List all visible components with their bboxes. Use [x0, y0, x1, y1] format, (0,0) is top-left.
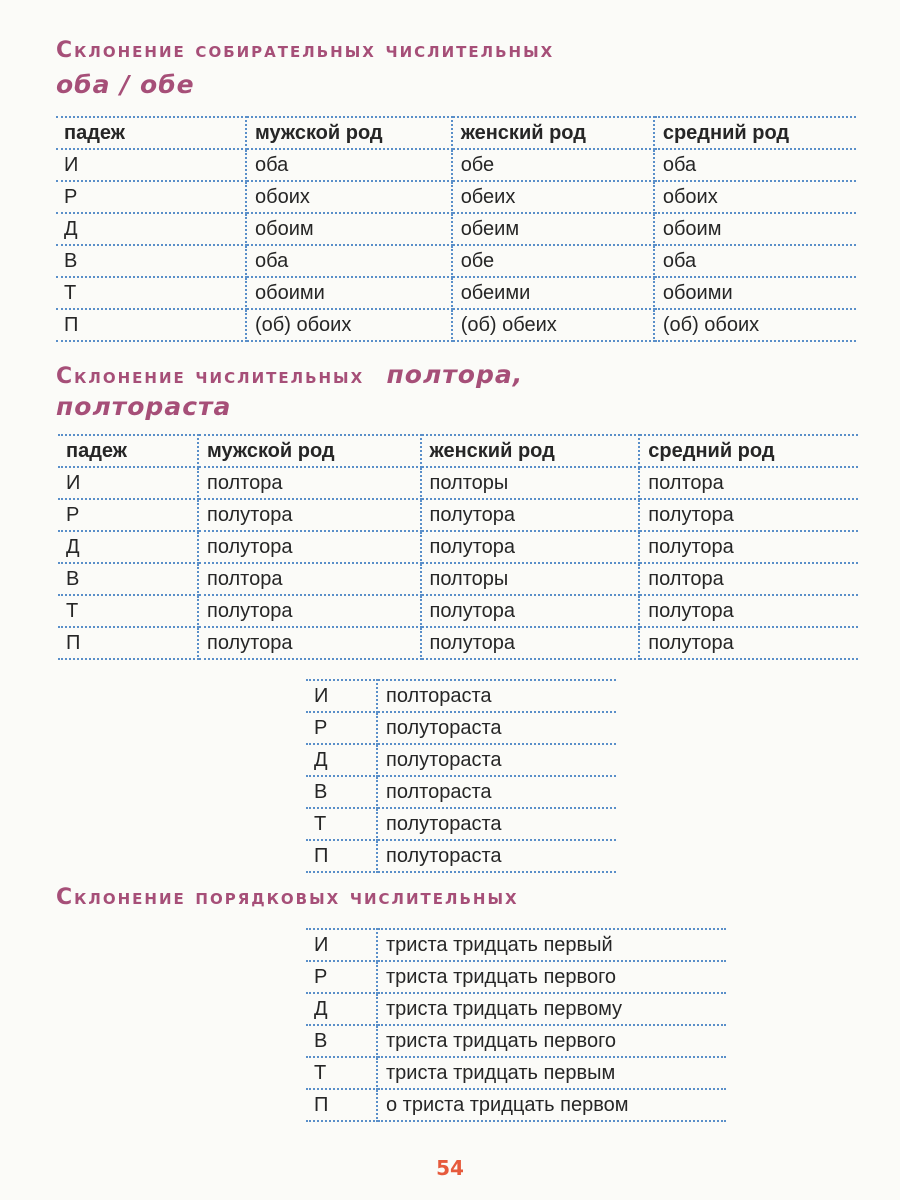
case-cell: П	[306, 1089, 377, 1121]
table-cell: обоими	[654, 277, 856, 309]
table-cell: полутораста	[377, 744, 616, 776]
table-cell: триста тридцать первого	[377, 1025, 726, 1057]
table-cell: полутора	[639, 531, 858, 563]
table-row	[306, 929, 726, 961]
table-cell: обеими	[452, 277, 654, 309]
table-cell: оба	[246, 245, 452, 277]
case-cell: Т	[56, 277, 246, 309]
case-cell: И	[56, 149, 246, 181]
table-cell: (об) обеих	[452, 309, 654, 341]
section-subtitle-poltorasta: полтораста	[56, 392, 232, 421]
table-row	[306, 961, 726, 993]
table-row	[306, 808, 616, 840]
header-cell: средний род	[654, 117, 856, 149]
case-cell: Т	[58, 595, 198, 627]
case-cell: В	[58, 563, 198, 595]
table-row	[56, 213, 856, 245]
table-oba-obe	[56, 116, 856, 342]
case-cell: И	[306, 929, 377, 961]
table-cell: полутора	[421, 627, 640, 659]
case-cell: Р	[306, 712, 377, 744]
case-cell: П	[58, 627, 198, 659]
case-cell: И	[306, 680, 377, 712]
case-cell: Д	[56, 213, 246, 245]
table-row	[306, 680, 616, 712]
table-cell: оба	[654, 245, 856, 277]
table-cell: полторы	[421, 563, 640, 595]
section-title-poltora	[56, 360, 523, 389]
table-cell: полтораста	[377, 776, 616, 808]
table-row	[306, 1057, 726, 1089]
section-title-italic: полтора,	[386, 360, 524, 389]
case-cell: Д	[306, 744, 377, 776]
header-cell: падеж	[58, 435, 198, 467]
table-cell: триста тридцать первым	[377, 1057, 726, 1089]
section-title-ordinal: Склонение порядковых числительных	[56, 885, 519, 910]
case-cell: Р	[58, 499, 198, 531]
table-cell: о триста тридцать первом	[377, 1089, 726, 1121]
case-cell: Д	[306, 993, 377, 1025]
table-cell: обоими	[246, 277, 452, 309]
table-cell: полутора	[198, 595, 421, 627]
header-cell: мужской род	[198, 435, 421, 467]
table-cell: полтора	[639, 563, 858, 595]
table-cell: полутора	[198, 531, 421, 563]
table-cell: полутора	[421, 531, 640, 563]
case-cell: В	[306, 776, 377, 808]
table-poltorasta	[306, 679, 616, 873]
table-cell: триста тридцать первый	[377, 929, 726, 961]
case-cell: Т	[306, 808, 377, 840]
table-row	[306, 1089, 726, 1121]
table-cell: полтора	[198, 563, 421, 595]
table-cell: триста тридцать первого	[377, 961, 726, 993]
table-cell: обеим	[452, 213, 654, 245]
table-cell: обе	[452, 149, 654, 181]
table-cell: триста тридцать первому	[377, 993, 726, 1025]
table-row	[58, 627, 858, 659]
table-cell: полтора	[198, 467, 421, 499]
section-title-collective: Склонение собирательных числительных	[56, 38, 555, 63]
table-cell: полутора	[198, 499, 421, 531]
table-cell: (об) обоих	[654, 309, 856, 341]
table-cell: полутора	[639, 595, 858, 627]
table-poltora	[58, 434, 858, 660]
header-cell: падеж	[56, 117, 246, 149]
table-cell: обе	[452, 245, 654, 277]
table-row	[56, 277, 856, 309]
table-cell: полутора	[639, 627, 858, 659]
table-cell: полутора	[421, 595, 640, 627]
table-cell: полутора	[639, 499, 858, 531]
case-cell: И	[58, 467, 198, 499]
table-row	[58, 531, 858, 563]
case-cell: П	[306, 840, 377, 872]
table-row	[306, 776, 616, 808]
table-row	[58, 467, 858, 499]
case-cell: В	[306, 1025, 377, 1057]
table-cell: (об) обоих	[246, 309, 452, 341]
table-cell: обоим	[246, 213, 452, 245]
section-title-text: Склонение числительных	[56, 364, 365, 389]
case-cell: П	[56, 309, 246, 341]
table-cell: оба	[246, 149, 452, 181]
table-row	[306, 1025, 726, 1057]
table-cell: оба	[654, 149, 856, 181]
header-cell: женский род	[421, 435, 640, 467]
table-row	[58, 563, 858, 595]
table-cell: полутораста	[377, 712, 616, 744]
table-cell: обеих	[452, 181, 654, 213]
table-row	[58, 499, 858, 531]
case-cell: В	[56, 245, 246, 277]
table-cell: полторы	[421, 467, 640, 499]
table-row	[306, 840, 616, 872]
table-row	[56, 181, 856, 213]
table-cell: обоим	[654, 213, 856, 245]
table-cell: полтора	[639, 467, 858, 499]
table-ordinal	[306, 928, 726, 1122]
table-row	[58, 595, 858, 627]
table-cell: полутораста	[377, 808, 616, 840]
table-row	[306, 993, 726, 1025]
table-row	[306, 712, 616, 744]
header-cell: женский род	[452, 117, 654, 149]
table-cell: обоих	[654, 181, 856, 213]
table-cell: обоих	[246, 181, 452, 213]
page-number: 54	[436, 1156, 464, 1180]
header-cell: мужской род	[246, 117, 452, 149]
table-row	[56, 245, 856, 277]
case-cell: Т	[306, 1057, 377, 1089]
section-subtitle-oba-obe: оба / обе	[56, 70, 195, 99]
table-cell: полутора	[421, 499, 640, 531]
case-cell: Д	[58, 531, 198, 563]
table-header-row	[58, 435, 858, 467]
table-row	[306, 744, 616, 776]
table-row	[56, 149, 856, 181]
header-cell: средний род	[639, 435, 858, 467]
table-cell: полтораста	[377, 680, 616, 712]
case-cell: Р	[56, 181, 246, 213]
case-cell: Р	[306, 961, 377, 993]
table-header-row	[56, 117, 856, 149]
table-cell: полутора	[198, 627, 421, 659]
table-row	[56, 309, 856, 341]
table-cell: полутораста	[377, 840, 616, 872]
